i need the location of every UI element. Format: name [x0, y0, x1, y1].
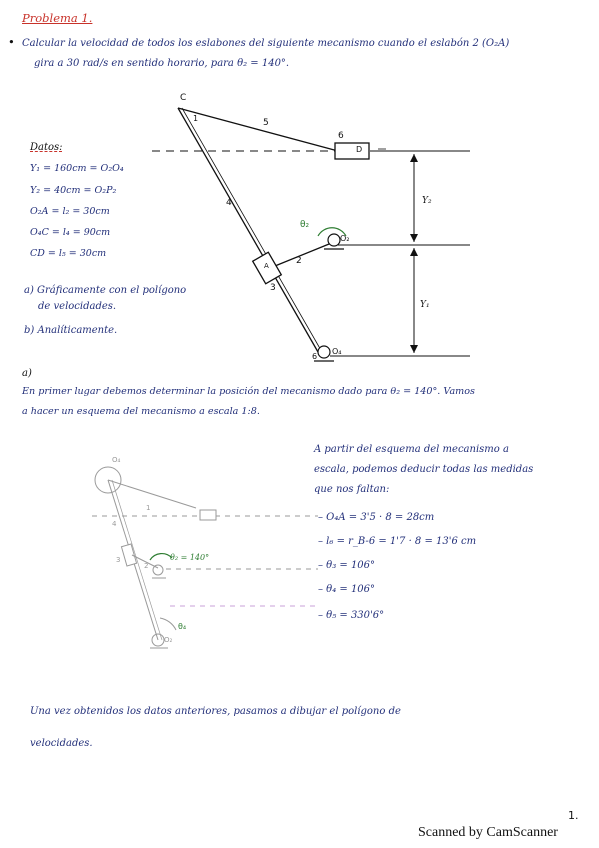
fig1-label-o4: O₄ — [332, 347, 342, 356]
fig2-label-link-1: 1 — [146, 504, 151, 512]
datos-item: O₂A = l₂ = 30cm — [30, 206, 110, 217]
datos-item: Y₁ = 160cm = O₂O₄ — [30, 163, 124, 174]
measurement-item: – θ₅ = 330'6° — [318, 610, 385, 621]
fig1-label-link-4: 4 — [226, 198, 232, 208]
fig2-label-link-3: 3 — [116, 556, 121, 564]
problem-title: Problema 1. — [22, 11, 93, 25]
fig1-label-link-5: 5 — [263, 118, 269, 128]
datos-item: O₄C = l₄ = 90cm — [30, 227, 111, 238]
measurements-intro-2: escala, podemos deducir todas las medidas — [314, 464, 534, 475]
fig2-label-link-4: 4 — [112, 520, 117, 528]
task-a-line-2: de velocidades. — [38, 301, 117, 312]
fig1-label-link-1: 1 — [193, 114, 199, 123]
task-a-line-1: a) Gráficamente con el polígono — [24, 285, 187, 296]
measurement-item: – l₆ = r_B-6 = 1'7 · 8 = 13'6 cm — [318, 536, 477, 547]
fig2-label-link-2: 2 — [144, 562, 149, 570]
measurements-intro-3: que nos faltan: — [314, 484, 390, 495]
fig1-label-link-6-bottom: 6 — [312, 352, 318, 361]
fig1-label-c: C — [180, 93, 187, 103]
conclusion-line-1: Una vez obtenidos los datos anteriores, pasamos a dibujar el polígono de — [30, 706, 401, 717]
measurement-item: – θ₃ = 106° — [318, 560, 376, 571]
fig2-label-o4: O₄ — [112, 456, 121, 464]
fig1-label-a: A — [264, 262, 269, 270]
datos-item: CD = l₅ = 30cm — [30, 248, 107, 259]
statement-bullet: • — [8, 35, 15, 49]
page-number: 1. — [568, 809, 579, 822]
fig1-label-o2: O₂ — [340, 234, 350, 243]
fig1-label-d: D — [356, 145, 363, 154]
fig1-label-theta2: θ₂ — [300, 220, 310, 230]
measurements-intro-1: A partir del esquema del mecanismo a — [314, 444, 509, 455]
fig1-label-y1: Y₁ — [420, 300, 430, 310]
datos-item: Y₂ = 40cm = O₂P₂ — [30, 185, 117, 196]
part-a-line-2: a hacer un esquema del mecanismo a escala 1:8. — [22, 406, 260, 417]
fig1-label-link-6-top: 6 — [338, 131, 344, 141]
fig1-label-y2: Y₂ — [422, 196, 432, 206]
fig1-label-link-3: 3 — [270, 283, 276, 293]
fig2-label-theta2: θ₂ = 140° — [170, 553, 210, 562]
statement-line-1: Calcular la velocidad de todos los eslabones del siguiente mecanismo cuando el eslabón 2 (O₂A) — [22, 38, 510, 49]
conclusion-line-2: velocidades. — [30, 738, 93, 749]
task-b: b) Analíticamente. — [24, 325, 118, 336]
datos-heading: Datos: — [30, 142, 63, 153]
measurement-item: – O₄A = 3'5 · 8 = 28cm — [318, 512, 435, 523]
part-a-line-1: En primer lugar debemos determinar la posición del mecanismo dado para θ₂ = 140°. Vamos — [22, 386, 475, 397]
fig1-label-link-2: 2 — [296, 256, 302, 266]
fig2-label-theta4: θ₄ — [178, 622, 187, 631]
scanner-watermark: Scanned by CamScanner — [418, 825, 558, 840]
statement-line-2: gira a 30 rad/s en sentido horario, para θ₂ = 140°. — [34, 58, 290, 69]
fig2-label-o2: O₂ — [164, 636, 173, 644]
part-a-label: a) — [22, 368, 32, 379]
measurement-item: – θ₄ = 106° — [318, 584, 376, 595]
